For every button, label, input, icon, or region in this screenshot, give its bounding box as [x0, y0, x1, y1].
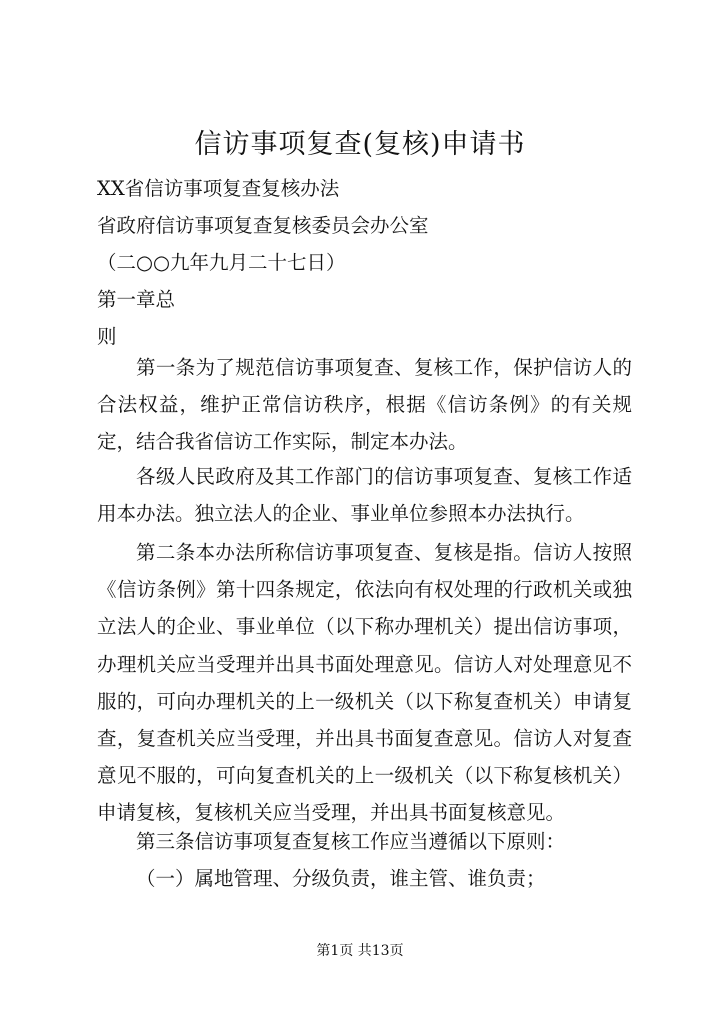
paragraph-article-3: 第三条信访事项复查复核工作应当遵循以下原则：	[136, 830, 566, 853]
paragraph-principle-1: （一）属地管理、分级负责，谁主管、谁负责；	[136, 867, 546, 890]
paragraph-article-2: 第二条本办法所称信访事项复查、复核是指。信访人按照《信访条例》第十四条规定，依法向有权处理的行政机关或独立法人的企业、事业单位（以下称办理机关）提出信访事项，办理机关应当受理并出具书面处理意见。信访人对处理意见不服的，可向办理机关的上一级机关（以下称复查机关）申请复查，复查机关应当受理，并出具书面复查意见。信访人对复查意见不服的，可向复查机关的上一级机关（以下称复核机关）申请复核，复核机关应当受理，并出具书面复核意见。	[97, 541, 632, 825]
header-line-issuer: 省政府信访事项复查复核委员会办公室	[97, 214, 429, 237]
header-line-date: （二○○九年九月二十七日）	[97, 251, 346, 274]
document-title: 信访事项复查(复核)申请书	[194, 129, 526, 160]
page-number-footer: 第1页 共13页	[316, 943, 404, 959]
chapter-heading-continued: 则	[97, 325, 117, 348]
paragraph-article-1: 第一条为了规范信访事项复查、复核工作，保护信访人的合法权益，维护正常信访秩序，根据《信访条例》的有关规定，结合我省信访工作实际，制定本办法。	[97, 356, 632, 454]
header-line-rules-name: XX省信访事项复查复核办法	[97, 177, 340, 200]
chapter-heading: 第一章总	[97, 288, 176, 311]
paragraph-scope: 各级人民政府及其工作部门的信访事项复查、复核工作适用本办法。独立法人的企业、事业单位参照本办法执行。	[97, 465, 632, 526]
